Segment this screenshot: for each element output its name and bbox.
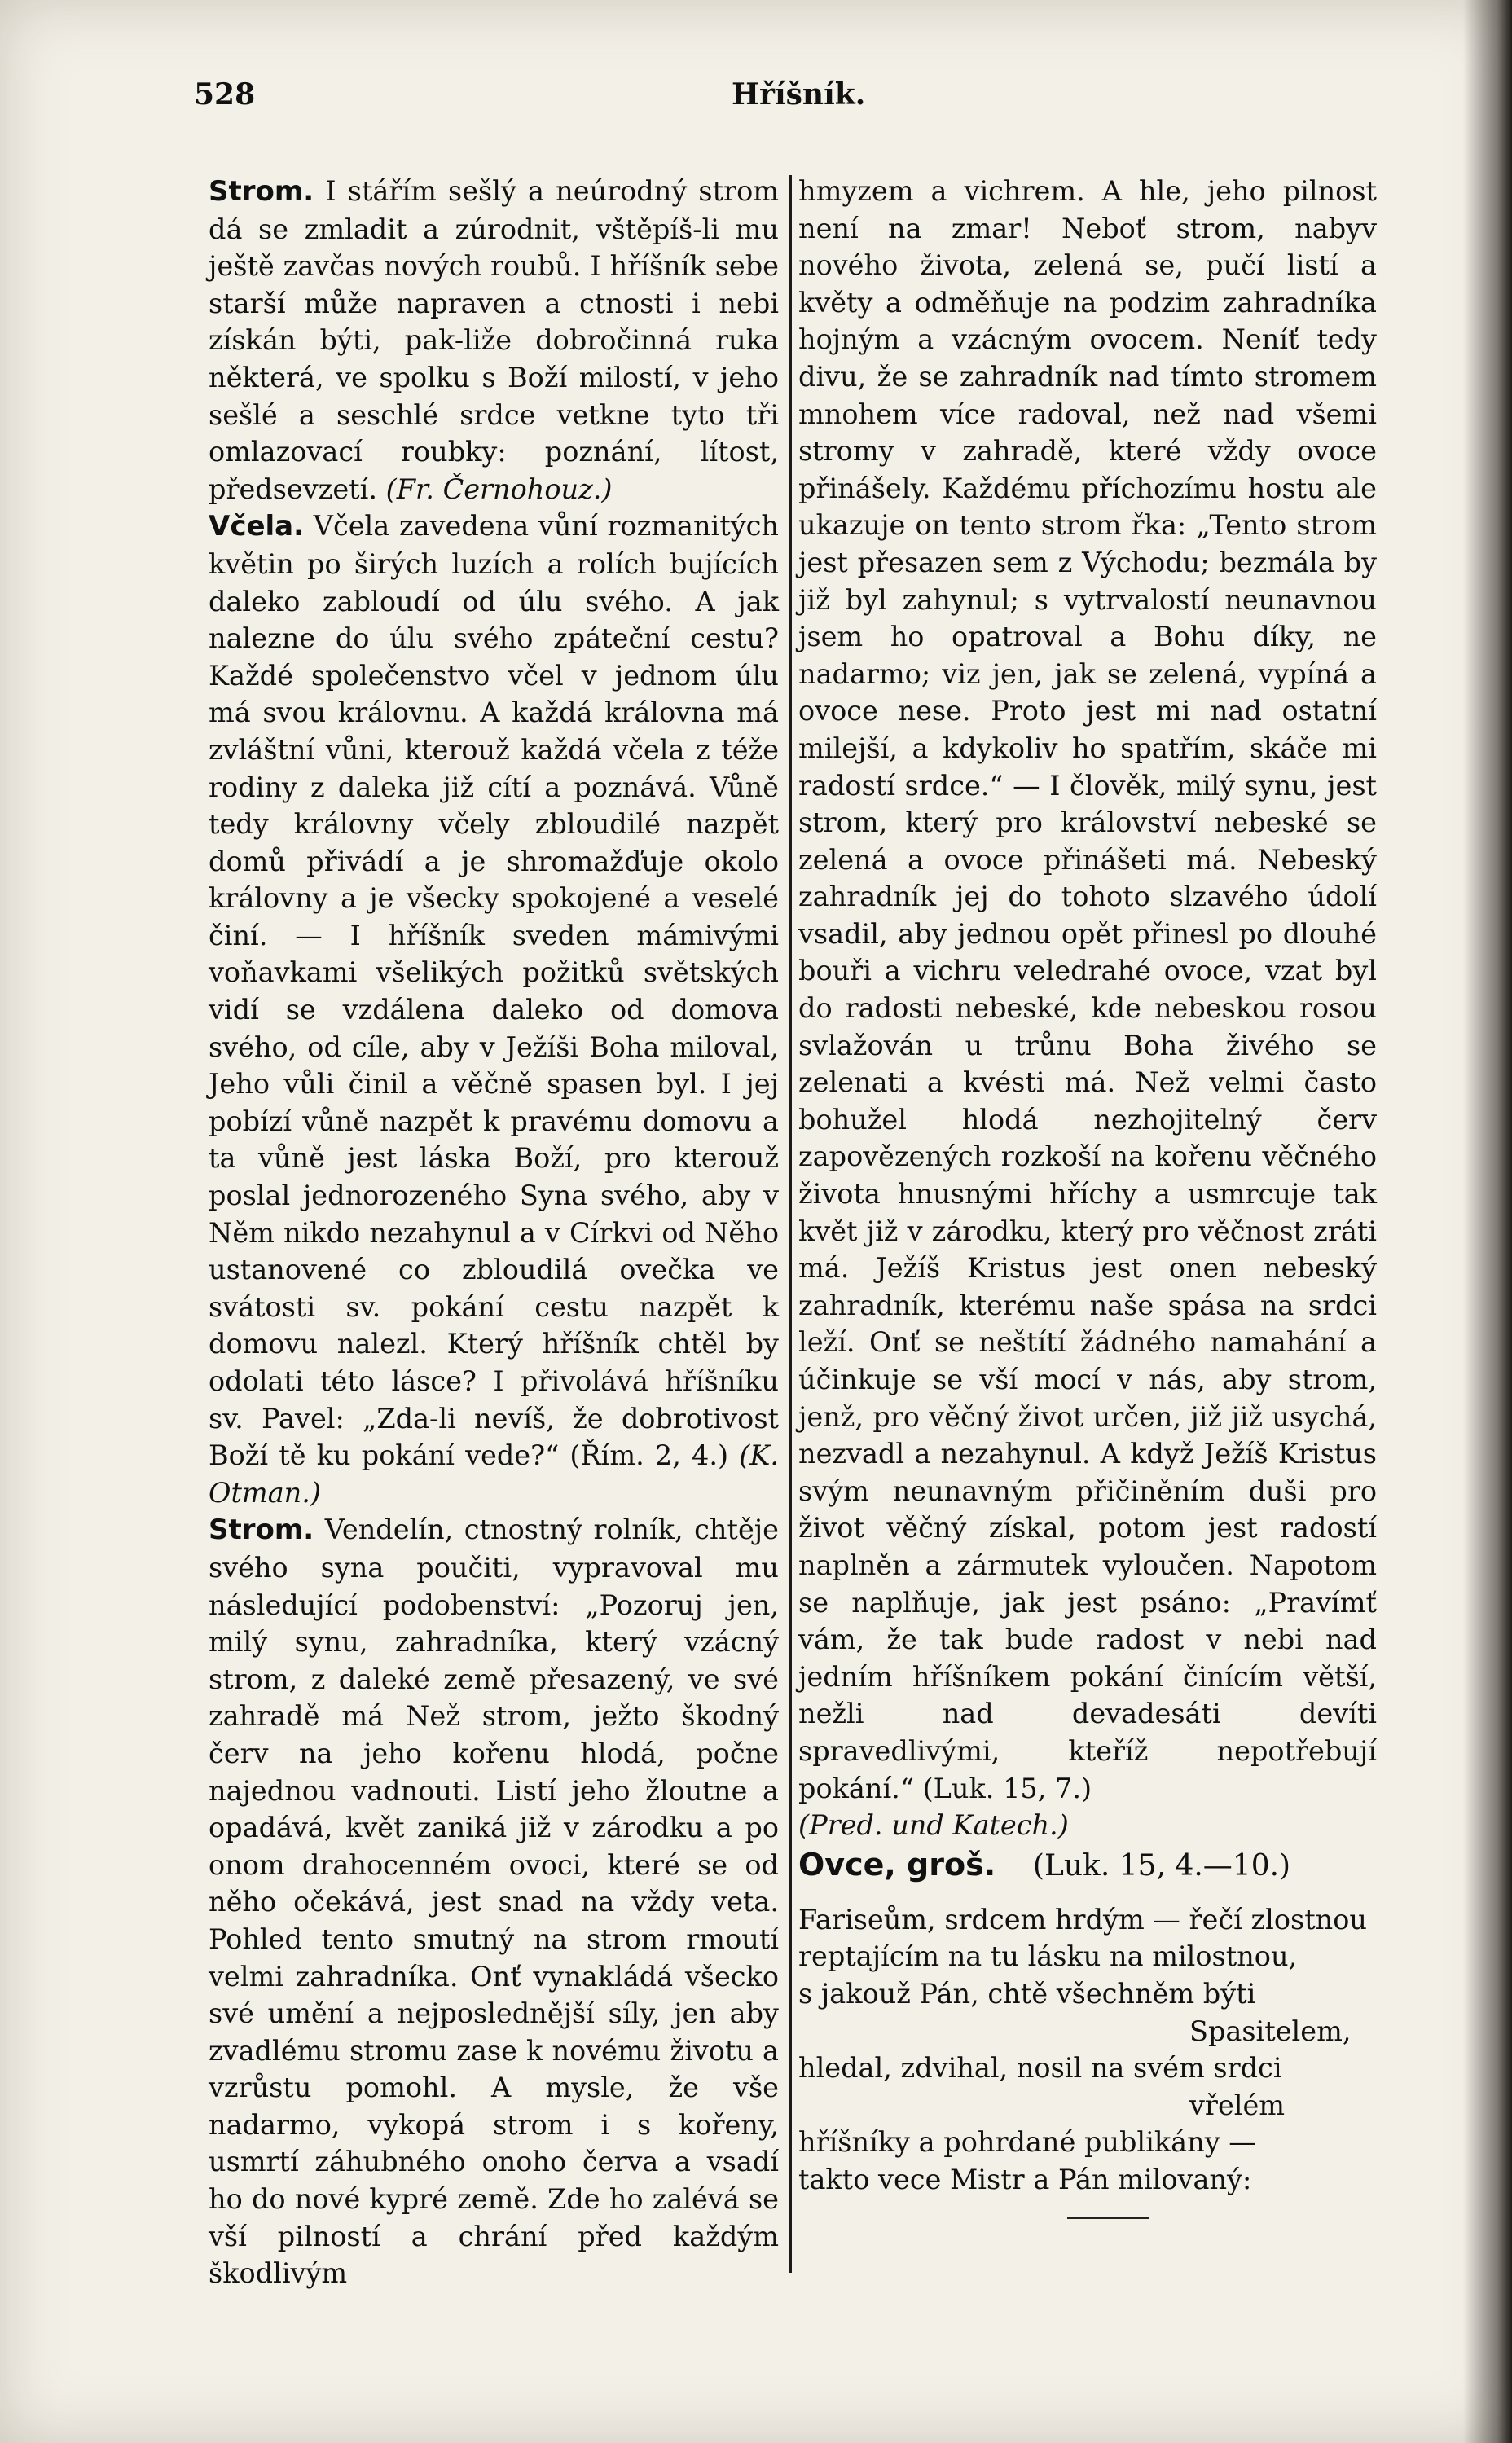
poem-line: takto vece Mistr a Pán milovaný: [798,2163,1252,2195]
poem-line: Spasitelem, [1189,2015,1352,2047]
entry-text: Včela zavedena vůní rozmanitých květin po širých luzích a rolích bujících daleko zabloudí od úlu svého. A jak nalezne do úlu svého zpáteční cestu? Každé společenstvo včel v jednom úlu má svou královnu. A každá královna má zvláštní vůni, kterouž každá včela z téže rodiny z daleka již cítí a poznává. Vůně tedy královny včely zbloudilé nazpět domů přivádí a je shromažďuje okolo královny a je všecky spokojené a veselé činí. — I hříšník sveden mámivými voňavkami všelikých požitků světských vidí se vzdálena daleko od domova svého, od cíle, aby v Ježíši Boha miloval, Jeho vůli činil a věčně spasen byl. I jej pobízí vůně nazpět k pravému domovu a ta vůně jest láska Boží, pro kterouž poslal jednorozeného Syna svého, aby v Něm nikdo nezahynul a v Církvi od Něho ustanovené co zbloudilá ovečka ve svátosti sv. pokání cestu nazpět k domovu nalezl. Který hříšník chtěl by odolati této lásce? I přivolává hříšníku sv. Pavel: „Zda-li nevíš, že dobrotivost Boží tě ku pokání vede?“ (Řím. 2, 4.) [209,510,779,1472]
poem-line: hledal, zdvihal, nosil na svém srdci [798,2052,1282,2085]
poem-line: hříšníky a pohrdané publikány — [798,2126,1256,2159]
entry-text: hmyzem a vichrem. A hle, jeho pilnost není na zmar! Neboť strom, nabyv nového života, zelená se, pučí listí a květy a odměňuje na podzim zahradníka hojným a vzácným ovocem. Neníť tedy divu, že se zahradník nad tímto stromem mnohem více radoval, než nad všemi stromy v zahradě, které vždy ovoce přinášely. Každému příchozímu hostu ale ukazuje on tento strom řka: „Tento strom jest přesazen sem z Východu; bezmála by již byl zahynul; s vytrvalostí neunavnou jsem ho opatroval a Bohu díky, ne nadarmo; viz jen, jak se zelená, vypíná a ovoce nese. Proto jest mi nad ostatní milejší, a kdykoliv ho spatřím, skáče mi radostí srdce.“ — I člověk, milý synu, jest strom, který pro království nebeské se zelená a ovoce přinášeti má. Nebeský zahradník jej do tohoto slzavého údolí vsadil, aby jednou opět přinesl po dlouhé bouři a vichru veledrahé ovoce, vzat byl do radosti nebeské, kde nebeskou rosou svlažován u trůnu Boha živého se zelenati a kvésti má. Než velmi často bohužel hlodá nezhojitelný červ zapovězených rozkoší na kořenu věčného života hnusnými hříchy a usmrcuje tak květ již v zárodku, který pro věčnost zráti má. Ježíš Kristus jest onen nebeský zahradník, kterému naše spása na srdci leží. Onť se neštítí žádného namahání a účinkuje se vší mocí v nás, aby strom, jenž, pro věčný život určen, již již usychá, nezvadl a nezahynul. A když Ježíš Kristus svým neunavným přičiněním duši pro život věčný získal, potom jest radostí naplněn a zármutek vyloučen. Napotom se naplňuje, jak jest psáno: „Pravímť vám, že tak bude radost v nebi nad jedním hříšníkem pokání činícím větší, nežli nad devadesáti devíti spravedlivými, kteříž nepotřebují pokání.“ (Luk. 15, 7.) [798,175,1377,1804]
poem-title-main: Ovce, groš. [798,1846,996,1883]
poem-line: Fariseům, srdcem hrdým — řečí zlostnou [798,1903,1367,1936]
page-number: 528 [194,77,256,112]
entry-heading: Včela. [209,510,305,543]
entry-citation: (Fr. Černohouz.) [385,472,613,505]
entry-strom-2-continued [798,173,1377,1807]
poem-line: s jakouž Pán, chtě všechněm býti [798,1977,1256,2010]
right-column [798,173,1377,2219]
poem-body [798,1901,1377,2199]
left-column [209,173,779,2292]
entry-heading: Strom. [209,175,314,208]
entry-strom-1 [209,173,779,507]
entry-strom-2 [209,1511,779,2291]
page-header [194,77,1391,118]
poem-title-reference: (Luk. 15, 4.—10.) [1032,1848,1291,1883]
entry-vcela [209,507,779,1511]
page-edge-shadow [1463,0,1512,2443]
entry-citation: (Pred. und Katech.) [798,1809,1069,1842]
poem-title [798,1844,1377,1887]
entry-heading: Strom. [209,1514,314,1547]
poem-line: reptajícím na tu lásku na milostnou, [798,1940,1298,1973]
entry-text: Vendelín, ctnostný rolník, chtěje svého syna poučiti, vypravoval mu následující podobenství: „Pozoruj jen, milý synu, zahradníka, který vzácný strom, z daleké země přesazený, ve své zahradě má Než strom, ježto škodný červ na jeho kořenu hlodá, počne najednou vadnouti. Listí jeho žloutne a opadává, květ zaniká již v zárodku a po onom drahocenném ovoci, které se od něho očekává, jest snad na vždy veta. Pohled tento smutný na strom rmoutí velmi zahradníka. Onť vynakládá všecko své umění a nejposlednější síly, jen aby zvadlému stromu zase k novému životu a vzrůstu pomohl. A mysle, že vše nadarmo, vykopá strom i s kořeny, usmrtí záhubného onoho červa a vsadí ho do nové kypré země. Zde ho zalévá se vší pilností a chrání před každým škodlivým [209,1514,779,2290]
entry-text: I stářím sešlý a neúrodný strom dá se zmladit a zúrodnit, vštěpíš-li mu ještě zavčas nových roubů. I hříšník sebe starší může napraven a ctnosti i nebi získán býti, pak-liže dobročinná ruka některá, ve spolku s Boží milostí, v jeho sešlé a seschlé srdce vetkne tyto tři omlazovací roubky: poznání, lítost, předsevzetí. [209,175,779,505]
end-rule [1067,2217,1149,2219]
running-title: Hříšník. [732,77,866,112]
entry-citation: (K. Otman.) [209,1439,779,1509]
column-divider [789,175,792,2273]
poem-line: vřelém [1189,2089,1286,2121]
